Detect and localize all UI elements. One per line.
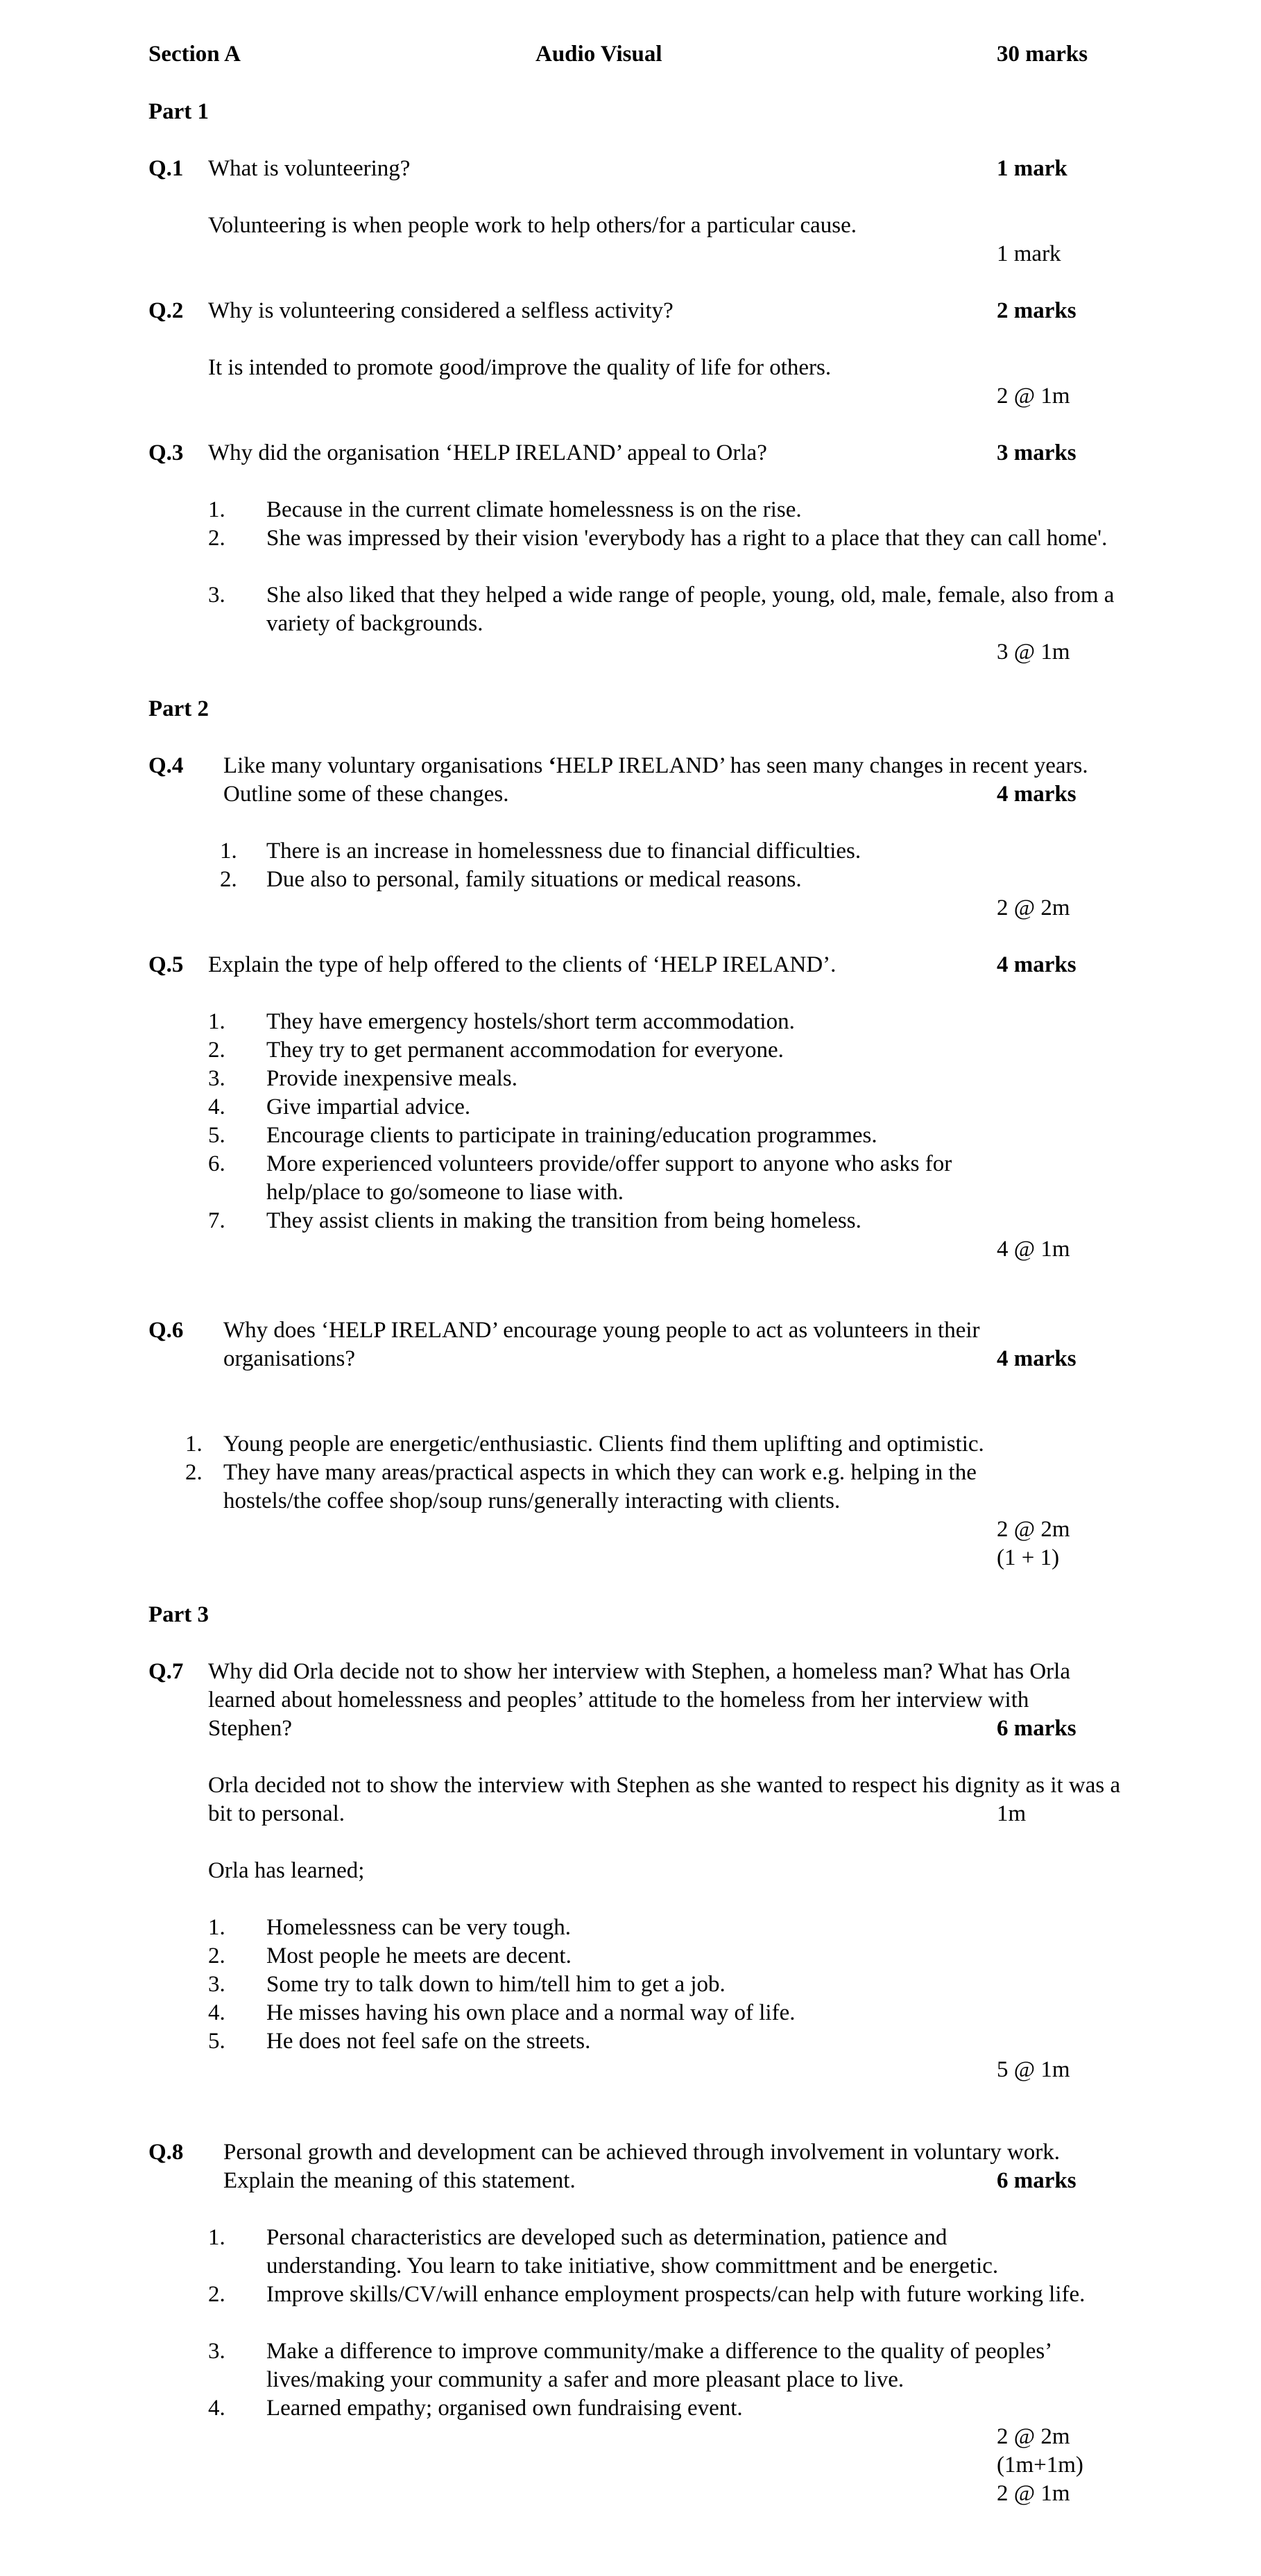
part-1-heading: Part 1 xyxy=(148,99,209,124)
q1-question: What is volunteering? xyxy=(208,156,411,181)
section-title: Audio Visual xyxy=(535,42,662,67)
q3-item-num: 3. xyxy=(208,583,225,608)
q7-item-text: He does not feel safe on the streets. xyxy=(266,2029,591,2054)
q2-scheme: 2 @ 1m xyxy=(997,384,1070,409)
q5-item-text: They have emergency hostels/short term accommodation. xyxy=(266,1009,795,1034)
q5-item-text: Provide inexpensive meals. xyxy=(266,1066,518,1091)
q6-scheme: 2 @ 2m xyxy=(997,1517,1070,1542)
q7-item-num: 4. xyxy=(208,2000,225,2025)
q7-question: Why did Orla decide not to show her interview with Stephen, a homeless man? What has Orla learned about homelessness and peoples’ attitude to the homeless from her interview with Stephen? xyxy=(208,1659,1070,1741)
q8-item-text: Improve skills/CV/will enhance employment prospects/can help with future working life. xyxy=(266,2282,1086,2307)
q3-item-text: Because in the current climate homelessness is on the rise. xyxy=(266,497,802,522)
q6-item-text: They have many areas/practical aspects in which they can work e.g. helping in the hostels/the coffee shop/soup runs/generally interacting with clients. xyxy=(223,1460,977,1513)
q5-item-text: Give impartial advice. xyxy=(266,1094,471,1119)
q7-marks: 6 marks xyxy=(997,1716,1076,1741)
q4-item-num: 1. xyxy=(220,839,237,864)
q8-marks: 6 marks xyxy=(997,2168,1076,2193)
q7-scheme: 5 @ 1m xyxy=(997,2057,1070,2082)
q8-scheme-extra: 2 @ 1m xyxy=(997,2481,1070,2506)
q4-number: Q.4 xyxy=(148,753,184,778)
q3-scheme: 3 @ 1m xyxy=(997,639,1070,664)
q3-item-text: She was impressed by their vision 'everybody has a right to a place that they can call home'. xyxy=(266,526,1108,551)
q8-question: Personal growth and development can be achieved through involvement in voluntary work. Explain the meaning of this statement. xyxy=(223,2140,1061,2193)
q8-scheme: 2 @ 2m xyxy=(997,2424,1070,2449)
q2-marks: 2 marks xyxy=(997,298,1076,323)
q5-question: Explain the type of help offered to the clients of ‘HELP IRELAND’. xyxy=(208,952,837,977)
q8-item-text: Personal characteristics are developed such as determination, patience and understanding. You learn to take initiative, show committment and be energetic. xyxy=(266,2225,999,2278)
section-total-marks: 30 marks xyxy=(997,42,1088,67)
q7-item-text: Most people he meets are decent. xyxy=(266,1943,572,1968)
q5-item-num: 4. xyxy=(208,1094,225,1119)
q5-number: Q.5 xyxy=(148,952,184,977)
q2-number: Q.2 xyxy=(148,298,184,323)
q7-item-num: 1. xyxy=(208,1915,225,1940)
q5-item-text: They try to get permanent accommodation for everyone. xyxy=(266,1038,784,1063)
q5-item-num: 7. xyxy=(208,1208,225,1233)
q8-scheme-breakdown: (1m+1m) xyxy=(997,2453,1083,2478)
q8-item-text: Make a difference to improve community/make a difference to the quality of peoples’ lives/making your community a safer and more pleasant place to live. xyxy=(266,2339,1051,2392)
q5-item-num: 2. xyxy=(208,1038,225,1063)
q2-answer: It is intended to promote good/improve the quality of life for others. xyxy=(208,355,832,380)
q8-item-num: 4. xyxy=(208,2396,225,2421)
q5-item-num: 5. xyxy=(208,1123,225,1148)
q7-item-num: 2. xyxy=(208,1943,225,1968)
part-2-heading: Part 2 xyxy=(148,696,209,721)
q7-answer-mark: 1m xyxy=(997,1801,1027,1826)
q7-item-num: 5. xyxy=(208,2029,225,2054)
q4-item-text: Due also to personal, family situations or medical reasons. xyxy=(266,867,802,892)
q5-item-text: They assist clients in making the transition from being homeless. xyxy=(266,1208,861,1233)
q1-scheme: 1 mark xyxy=(997,241,1061,266)
q5-item-text: Encourage clients to participate in training/education programmes. xyxy=(266,1123,877,1148)
q8-item-num: 1. xyxy=(208,2225,225,2250)
q4-marks: 4 marks xyxy=(997,782,1076,807)
q7-number: Q.7 xyxy=(148,1659,184,1684)
q5-item-num: 1. xyxy=(208,1009,225,1034)
q6-item-num: 1. xyxy=(185,1432,203,1457)
section-label: Section A xyxy=(148,42,241,67)
q8-number: Q.8 xyxy=(148,2140,184,2165)
q4-scheme: 2 @ 2m xyxy=(997,895,1070,920)
q7-learned-label: Orla has learned; xyxy=(208,1858,365,1883)
q3-item-text: She also liked that they helped a wide range of people, young, old, male, female, also from a variety of backgrounds. xyxy=(266,583,1115,636)
q6-item-text: Young people are energetic/enthusiastic. Clients find them uplifting and optimistic. xyxy=(223,1432,984,1457)
q5-scheme: 4 @ 1m xyxy=(997,1237,1070,1262)
q3-question: Why did the organisation ‘HELP IRELAND’ appeal to Orla? xyxy=(208,440,767,465)
q7-item-text: Homelessness can be very tough. xyxy=(266,1915,571,1940)
q1-number: Q.1 xyxy=(148,156,184,181)
q6-marks: 4 marks xyxy=(997,1346,1076,1371)
q5-item-text: More experienced volunteers provide/offer support to anyone who asks for help/place to go/someone to liase with. xyxy=(266,1151,952,1205)
q8-item-text: Learned empathy; organised own fundraising event. xyxy=(266,2396,743,2421)
q8-item-num: 2. xyxy=(208,2282,225,2307)
q7-item-text: He misses having his own place and a normal way of life. xyxy=(266,2000,796,2025)
q3-marks: 3 marks xyxy=(997,440,1076,465)
q5-item-num: 3. xyxy=(208,1066,225,1091)
q4-item-num: 2. xyxy=(220,867,237,892)
q7-item-num: 3. xyxy=(208,1972,225,1997)
q3-item-num: 1. xyxy=(208,497,225,522)
q4-item-text: There is an increase in homelessness due to financial difficulties. xyxy=(266,839,861,864)
q3-item-num: 2. xyxy=(208,526,225,551)
q1-marks: 1 mark xyxy=(997,156,1067,181)
q7-answer: Orla decided not to show the interview with Stephen as she wanted to respect his dignity as it was a bit to personal. xyxy=(208,1773,1121,1826)
q5-marks: 4 marks xyxy=(997,952,1076,977)
q2-question: Why is volunteering considered a selfless activity? xyxy=(208,298,674,323)
q6-item-num: 2. xyxy=(185,1460,203,1485)
part-3-heading: Part 3 xyxy=(148,1602,209,1627)
q6-number: Q.6 xyxy=(148,1318,184,1343)
q1-answer: Volunteering is when people work to help others/for a particular cause. xyxy=(208,213,857,238)
q6-question: Why does ‘HELP IRELAND’ encourage young people to act as volunteers in their organisations? xyxy=(223,1318,980,1371)
q5-item-num: 6. xyxy=(208,1151,225,1176)
q7-item-text: Some try to talk down to him/tell him to get a job. xyxy=(266,1972,726,1997)
q3-number: Q.3 xyxy=(148,440,184,465)
q8-item-num: 3. xyxy=(208,2339,225,2364)
q4-question: Like many voluntary organisations ‘HELP IRELAND’ has seen many changes in recent years. Outline some of these changes. xyxy=(223,753,1088,807)
q6-scheme-breakdown: (1 + 1) xyxy=(997,1545,1060,1570)
